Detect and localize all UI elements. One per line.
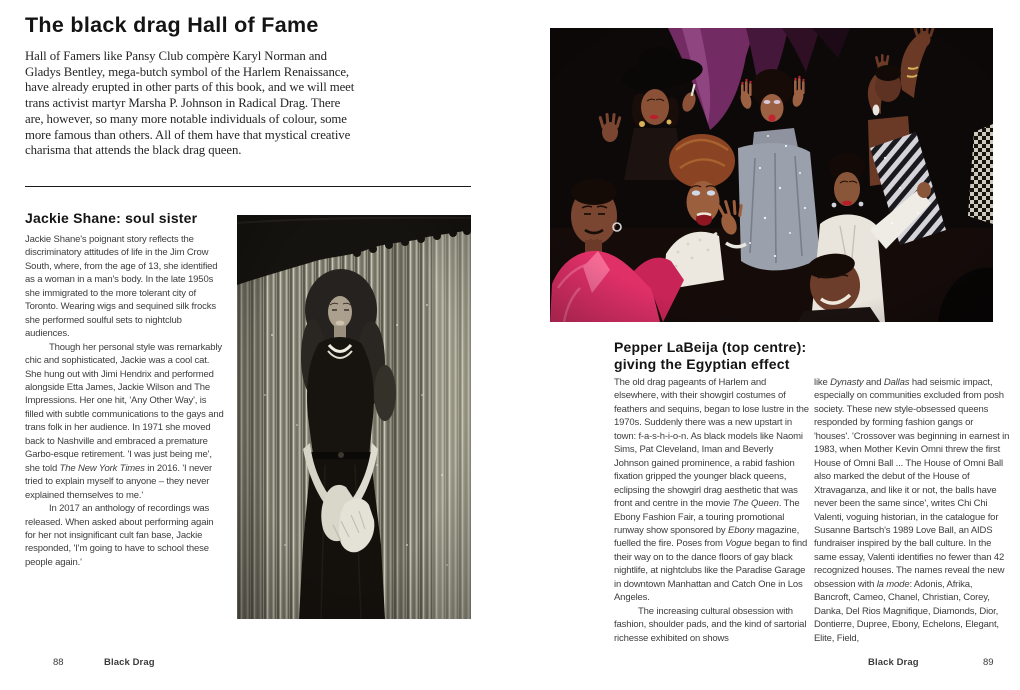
jackie-shane-body-column	[25, 233, 224, 569]
section-divider	[25, 186, 471, 187]
jackie-shane-photo	[237, 215, 471, 619]
section-heading-pepper-labeija	[614, 339, 806, 373]
page-number-right: 89	[983, 657, 994, 668]
section-heading-jackie-shane: Jackie Shane: soul sister	[25, 210, 198, 226]
page-title: The black drag Hall of Fame	[25, 13, 319, 37]
paragraph: In 2017 an anthology of recordings was released. When asked about performing again for her not insignificant cult fan base, Jackie responded, 'I'm going to have to school these people again.'	[25, 503, 214, 568]
section-heading-line1: Pepper LaBeija (top centre):	[614, 339, 807, 355]
paragraph: The increasing cultural obsession with fashion, shoulder pads, and the kind of sartorial richesse exhibited on shows	[614, 605, 807, 644]
intro-paragraph: Hall of Famers like Pansy Club compère Karyl Norman and Gladys Bentley, mega-butch symbol of the Harlem Renaissance, have already erupted in other parts of this book, and we will meet trans activist martyr Marsha P. Johnson in Radical Drag. There are, however, so many more notable individuals of colour, some more famous than others. All of them have that mystical creative charisma that attends the black drag queen.	[25, 49, 355, 158]
pepper-body-column-2	[814, 376, 1010, 645]
paragraph: Jackie Shane's poignant story reflects the discriminatory attitudes of life in the Jim Crow South, where, from the age of 13, she identified as a woman in a man's body. In the late 1950s she immigrated to the more tolerant city of Toronto. Wearing wigs and sequined silk frocks she performed soulful sets to nightclub audiences.	[25, 234, 218, 340]
page-number-left: 88	[53, 657, 64, 668]
ball-scene-photo	[550, 28, 993, 322]
paragraph: like Dynasty and Dallas had seismic impact, especially on communities excluded from posh society. These new style-obsessed queens responded by forming fashion gangs or 'houses'. 'Crossover was beginning in earnest in 1983, when Mother Kevin Omni threw the first House of Omni Ball ... The House of Omni Ball also marked the debut of the House of Xtravaganza, and like it or not, the balls have never been the same since', writes Chi Chi Valenti, voguing historian, in the catalogue for Susanne Bartsch's 1989 Love Ball, an AIDS fundraiser inspired by the ball culture. In the same essay, Valenti identifies no fewer than 42 recognized houses. The names reveal the new obsession with la mode: Adonis, Afrika, Bancroft, Cameo, Chanel, Christian, Corey, Danka, Del Rios Magnifique, Diamonds, Dior, Dontierre, Dupree, Ebony, Echelons, Elegant, Elite, Field,	[814, 377, 1010, 644]
pepper-body-column-1	[614, 376, 810, 645]
paragraph: Though her personal style was remarkably chic and sophisticated, Jackie was a cool cat. She hung out with Jimi Hendrix and performed alongside Etta James, Jackie Wilson and The Impressions. Her one hit, 'Any Other Way', is filled with subtle communications to the gays and trans folk in her audience. In 1971 she moved back to Nashville and embraced a premature Garbo-esque retirement. 'I was just being me', she told The New York Times in 2016. 'I never tried to explain myself to anyone – they never explained themselves to me.'	[25, 341, 224, 501]
running-head-left: Black Drag	[104, 657, 155, 668]
running-head-right: Black Drag	[868, 657, 919, 668]
section-heading-line2: giving the Egyptian effect	[614, 356, 790, 372]
paragraph: The old drag pageants of Harlem and elsewhere, with their showgirl costumes of feathers and sequins, began to lose lustre in the 1970s. Suddenly there was a new upstart in town: f-a-s-h-i-o-n. As black models like Naomi Sims, Pat Cleveland, Iman and Beverly Johnson gained prominence, a rabid fashion fixation gripped the younger black queens, eclipsing the showgirl drag aesthetic that was front and centre in the movie The Queen. The Ebony Fashion Fair, a touring promotional runway show sponsored by Ebony magazine, fuelled the fire. Poses from Vogue began to find their way on to the dance floors of gay black nightlife, at nightclubs like the Paradise Garage in downtown Manhattan and Catch One in Los Angeles.	[614, 377, 809, 604]
